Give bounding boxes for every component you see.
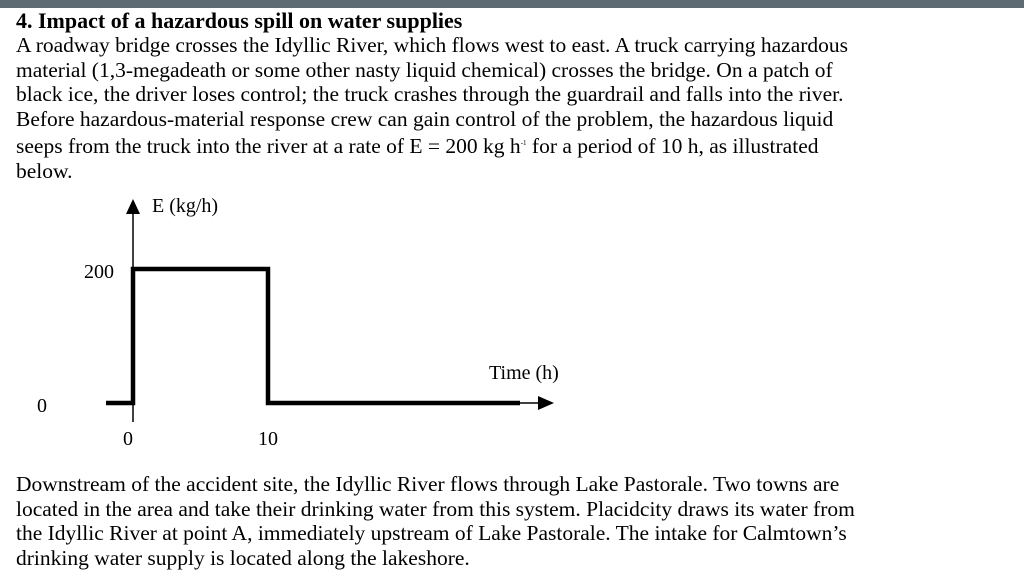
intro-line: black ice, the driver loses control; the truck crashes through the guardrail and falls into the river. [16,82,844,106]
intro-line: A roadway bridge crosses the Idyllic River, which flows west to east. A truck carrying hazardous [16,33,849,57]
x-tick-label-0: 0 [123,428,133,450]
rate-line [16,131,1016,159]
x-axis-label: Time (h) [489,362,559,384]
outro-paragraph [16,472,1016,570]
x-axis-arrowhead [538,396,554,410]
document-body [16,8,1016,183]
outro-line: the Idyllic River at point A, immediately upstream of Lake Pastorale. The intake for Calmtown’s [16,521,847,545]
x-tick-label-10: 10 [258,428,278,450]
outro-line: Downstream of the accident site, the Idyllic River flows through Lake Pastorale. Two towns are [16,472,840,496]
outro-line: located in the area and take their drinking water from this system. Placidcity draws its water from [16,496,855,521]
emission-chart [0,190,620,465]
y-axis-label: E (kg/h) [152,195,219,217]
intro-line: below. [16,158,73,183]
rate-line-text: seeps from the truck into the river at a rate of E = 200 kg h [16,134,521,158]
section-heading: 4. Impact of a hazardous spill on water supplies [16,8,463,33]
outro-line: drinking water supply is located along the lakeshore. [16,545,470,570]
rate-exponent: -1 [520,139,527,147]
intro-paragraph [16,33,1016,183]
y-axis-arrowhead [126,199,140,214]
emission-series-line [106,269,520,403]
y-tick-label-0: 0 [37,395,47,417]
intro-line: material (1,3-megadeath or some other nasty liquid chemical) crosses the bridge. On a patch of [16,57,833,82]
intro-line: Before hazardous-material response crew can gain control of the problem, the hazardous liquid [16,106,834,131]
rate-line-tail: for a period of 10 h, as illustrated [526,134,819,158]
y-tick-label-200: 200 [84,261,114,283]
top-window-bar [0,0,1024,8]
